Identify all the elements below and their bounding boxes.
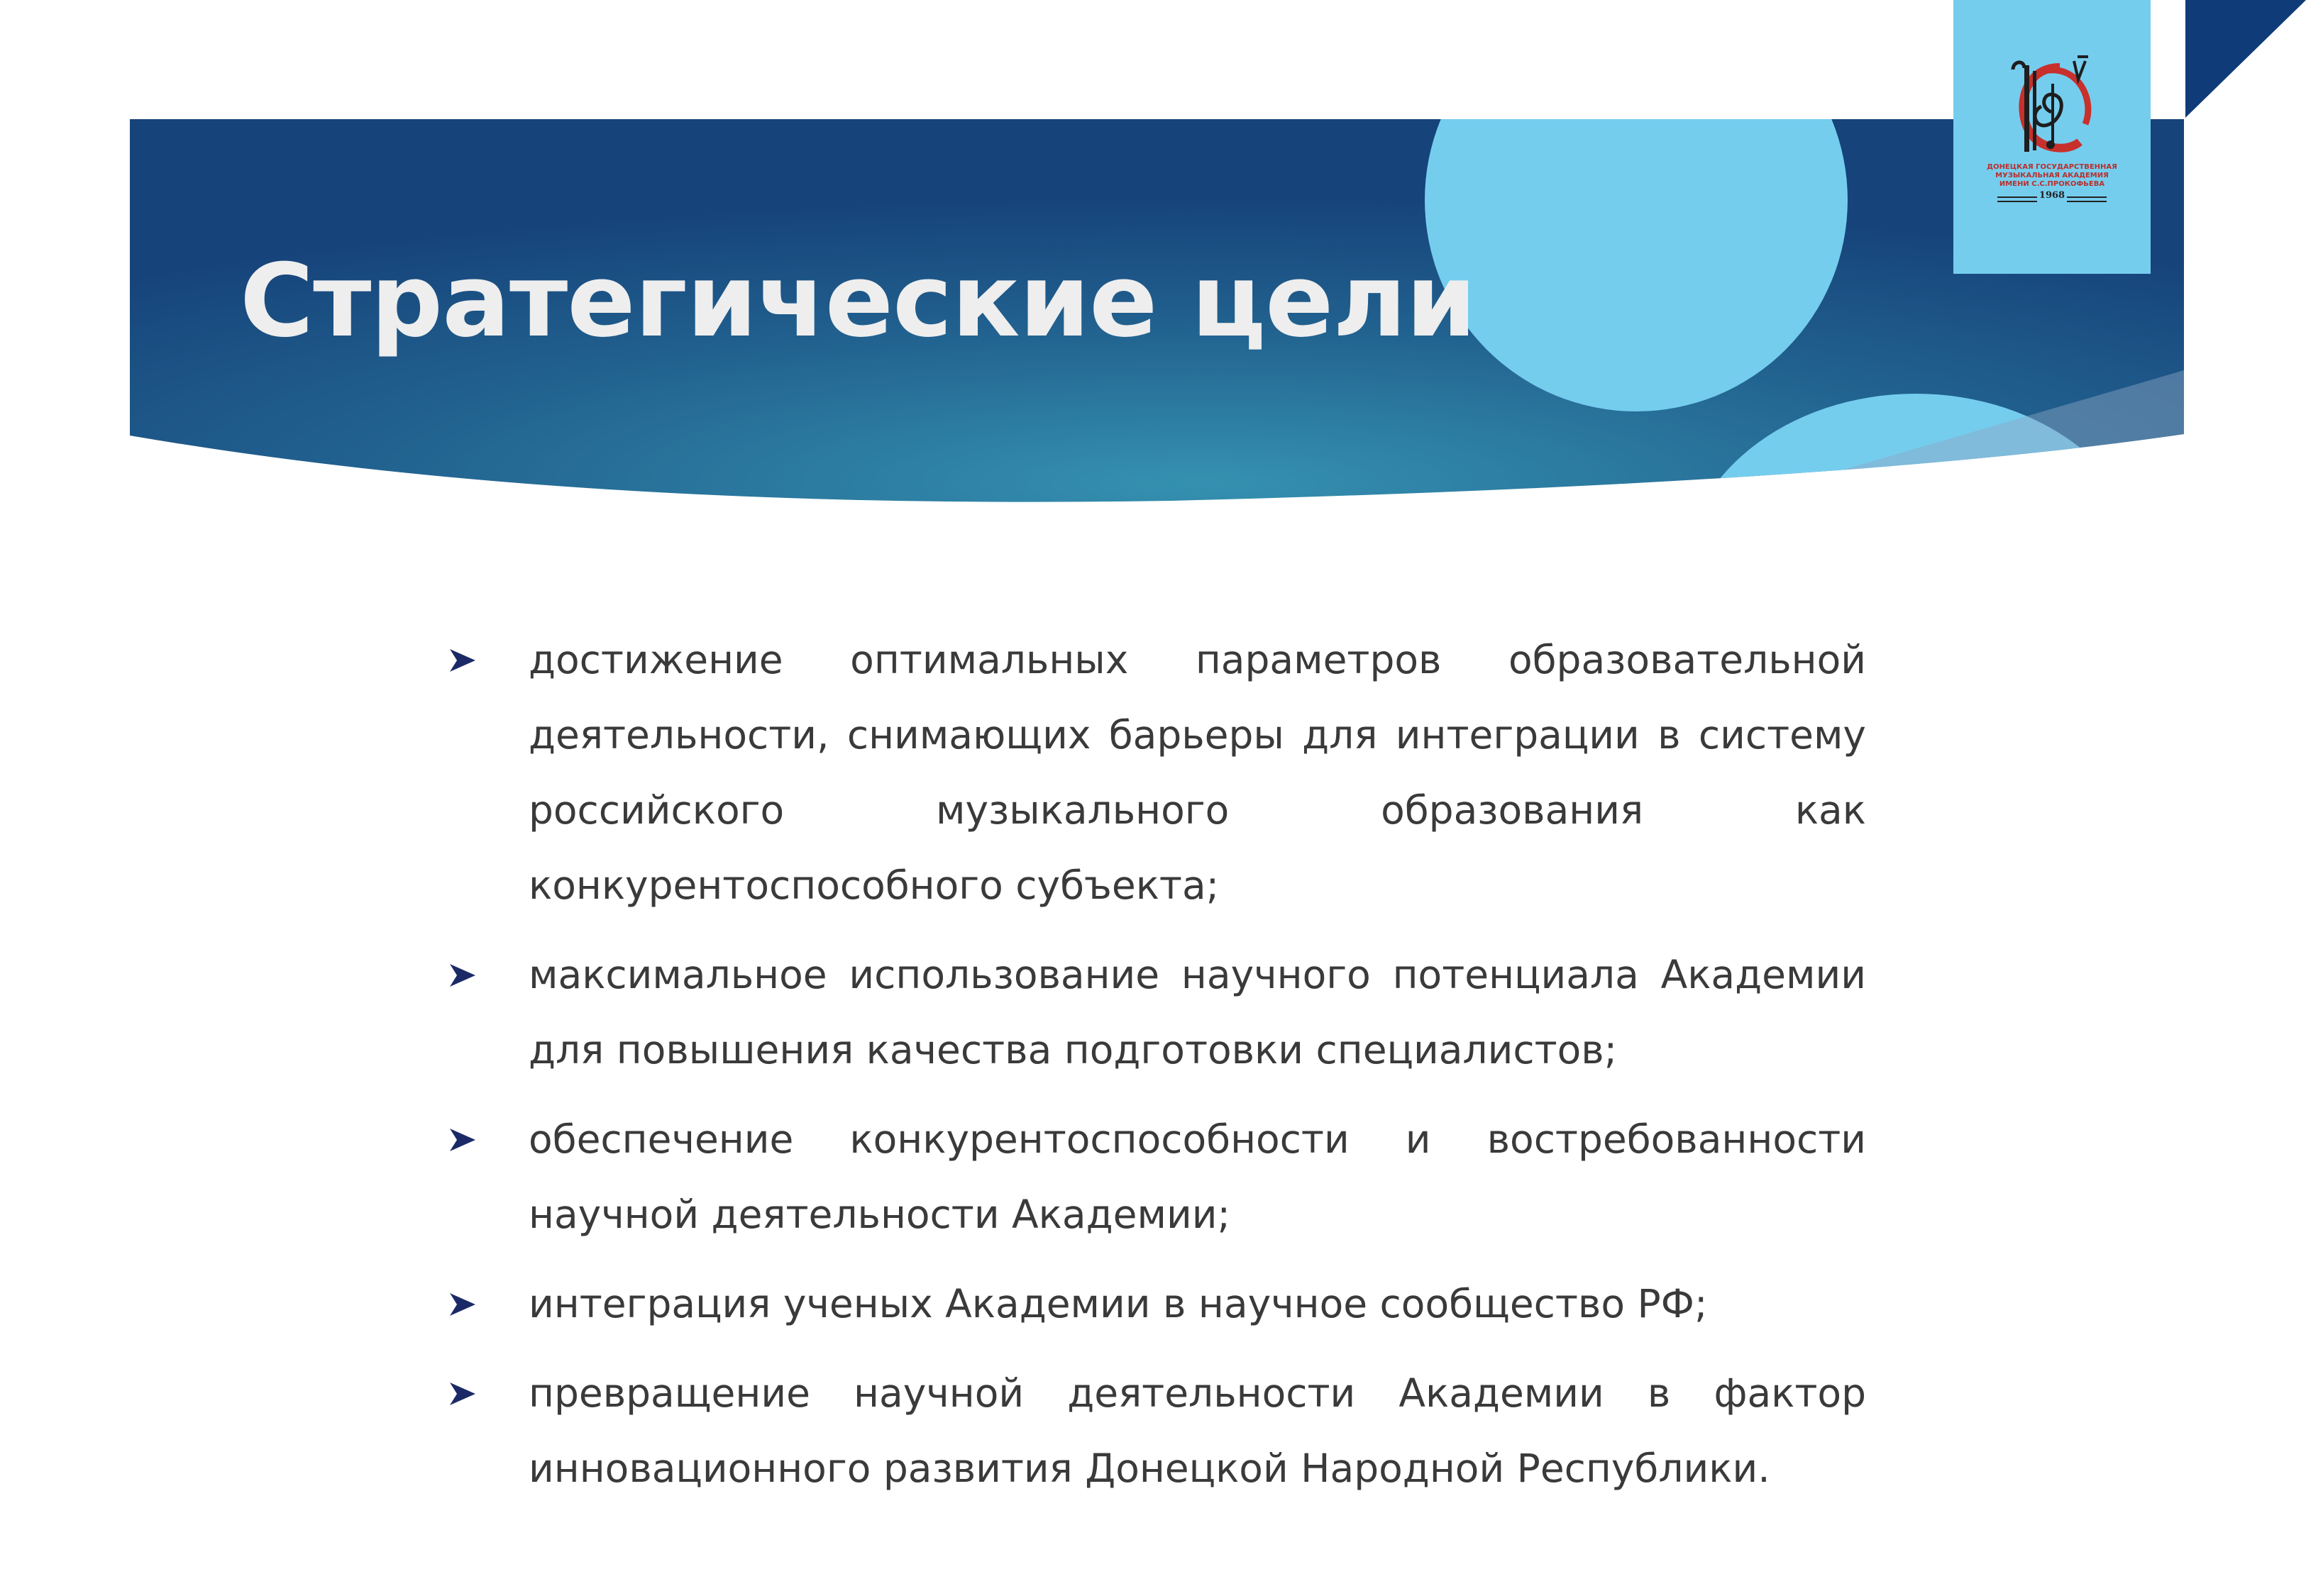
list-item: [447, 1266, 1866, 1341]
logo-emblem-icon: [1953, 0, 2151, 274]
list-item: [447, 937, 1866, 1087]
list-item-text: максимальное использование научного потенциала Академии для повышения качества подготовки специалистов;: [529, 952, 1866, 1073]
slide-title: Стратегические цели: [240, 243, 1476, 360]
logo-name-line-2: МУЗЫКАЛЬНАЯ АКАДЕМИЯ: [1995, 172, 2109, 179]
list-item-text: обеспечение конкурентоспособности и востребованности научной деятельности Академии;: [529, 1116, 1866, 1237]
logo-year: 1968: [2039, 190, 2065, 201]
arrowhead-bullet-icon: [447, 1124, 478, 1156]
decorative-circle-large: [1425, 0, 1848, 411]
arrowhead-bullet-icon: [447, 1378, 478, 1409]
logo-name-line-1: ДОНЕЦКАЯ ГОСУДАРСТВЕННАЯ: [1987, 163, 2117, 171]
goals-list: [447, 622, 1866, 1520]
arrowhead-bullet-icon: [447, 1289, 478, 1320]
academy-logo: [1953, 0, 2151, 274]
arrowhead-bullet-icon: [447, 645, 478, 676]
arrowhead-bullet-icon: [447, 960, 478, 991]
list-item: [447, 1102, 1866, 1252]
list-item-text: интеграция ученых Академии в научное сообщество РФ;: [529, 1281, 1708, 1326]
list-item: [447, 1356, 1866, 1506]
list-item: [447, 622, 1866, 923]
corner-triangle: [2185, 0, 2306, 118]
logo-name-line-3: ИМЕНИ С.С.ПРОКОФЬЕВА: [1999, 180, 2105, 188]
list-item-text: достижение оптимальных параметров образовательной деятельности, снимающих барьеры для интеграции в систему российского музыкального образования как конкурентоспособного субъекта;: [529, 637, 1866, 908]
list-item-text: превращение научной деятельности Академии в фактор инновационного развития Донецкой Народной Республики.: [529, 1370, 1866, 1491]
